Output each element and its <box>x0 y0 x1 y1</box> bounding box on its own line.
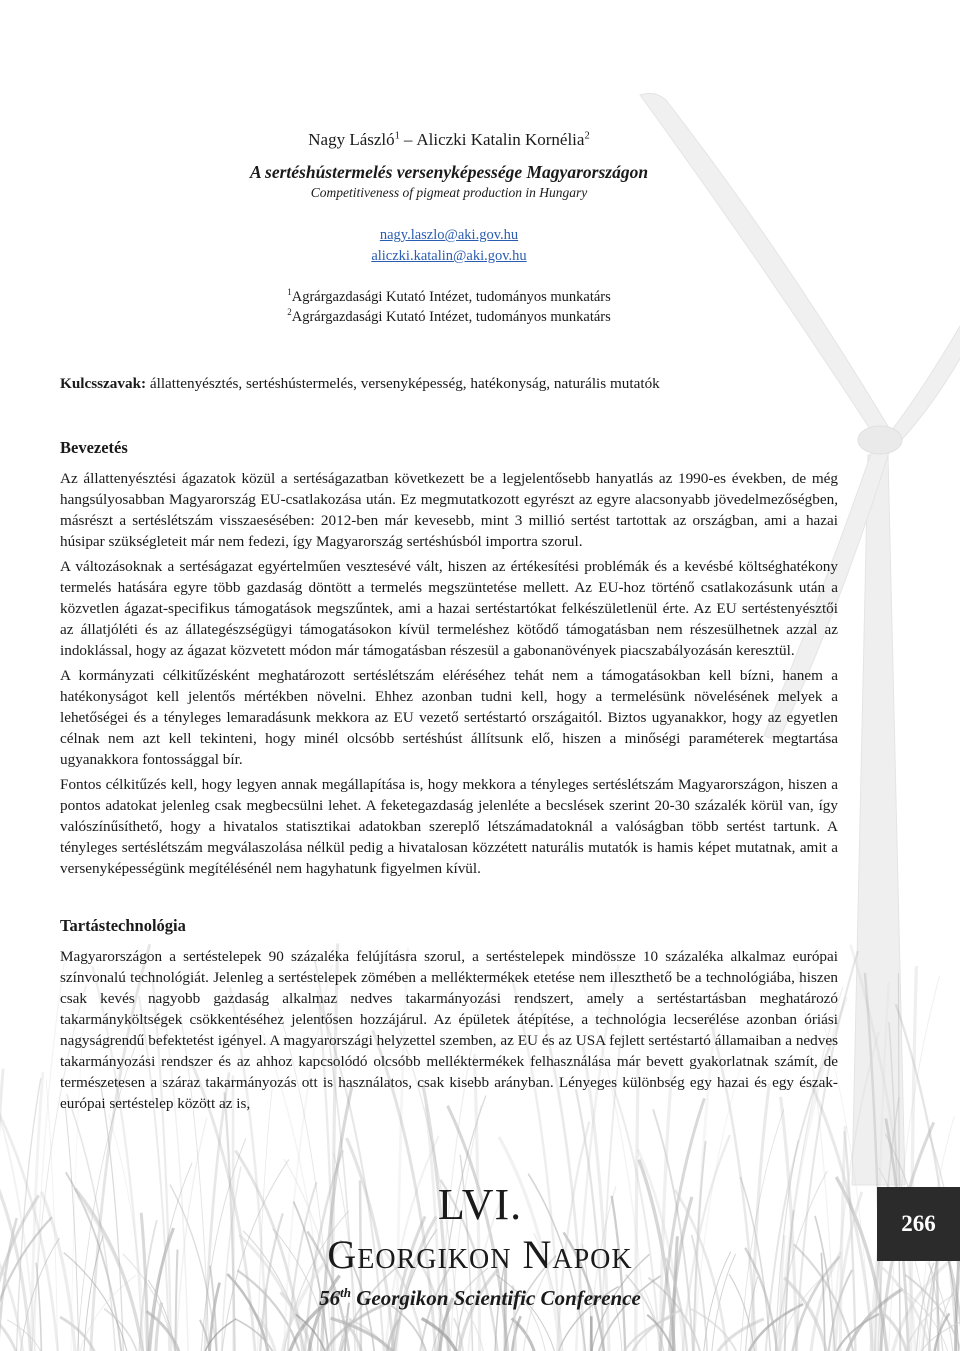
body-paragraph: Fontos célkitűzés kell, hogy legyen annak megállapítása is, hogy mekkora a tényleges sertéslétszám Magyarországon, hiszen a pontos adatokat jelenleg csak megbecsülni lehet. A feketegazdaság jelenléte a becslések szerint 20-30 százalék körül van, így valószínűsíthető, hogy a hivatalos statisztikai adatokban szereplő létszámadatoknál a valóságban több sertést tartunk. A tényleges sertéslétszám megválaszolása nélkül pedig a hivatalosan közzétett naturális mutatók is hamis képet mutatnak, amit a versenyképességünk megítélésénél nem hagyhatunk figyelmen kívül. <box>60 776 838 877</box>
author-affiliation-mark: 2 <box>584 130 590 142</box>
body-paragraph: Az állattenyésztési ágazatok közül a sertéságazatban következett be a legjelentősebb hanyatlás az 1990-es években, de még hangsúlyosabban Magyarország EU-csatlakozása után. Ez megmutatkozott egyrészt az egyre alacsonyabb jövedelmezőségben, másrészt a sertéslétszám visszaesésében: 2012-ben már kevesebb, mint 3 millió sertést tartottak az országban, ami a hazai húsipar szükségleteit már nem fedezi, így Magyarország sertéshúsból importra szorul. <box>60 470 838 550</box>
section-heading-housing-technology: Tartástechnológia <box>60 916 186 935</box>
body-paragraph: A kormányzati célkitűzésként meghatározott sertéslétszám eléréséhez tehát nem a támogatásokban kell bízni, hanem a hatékonyságot kell jelentős mértékben növelni. Ehhez azonban tudni kell, hogy a termelésünk növelésének melyek a lehetőségei és a tényleges lemaradásunk mekkora az EU vezető sertéstartó országaitól. Biztos ugyanakkor, hogy az egyetlen célnak nem azt kell tekinteni, hogy minél olcsóbb sertéshúst állítsunk elő, hiszen a minőségi paraméterek megtartása ugyanakkora fontossággal bír. <box>60 667 838 768</box>
affiliation-text: Agrárgazdasági Kutató Intézet, tudományos munkatárs <box>291 289 611 305</box>
email-line <box>60 246 838 267</box>
conference-name: Georgikon Napok <box>327 1232 633 1277</box>
keywords-text: állattenyésztés, sertéshústermelés, versenyképesség, hatékonyság, naturális mutatók <box>149 375 660 392</box>
turbine-blade-right <box>889 300 960 449</box>
affiliation-text: Agrárgazdasági Kutató Intézet, tudományos munkatárs <box>291 309 611 325</box>
paper-title: A sertéshústermelés versenyképessége Magyarországon <box>249 162 649 182</box>
conference-ordinal-suffix: th <box>340 1285 351 1300</box>
affiliation-mark: 2 <box>287 307 292 318</box>
conference-edition: LVI. <box>437 1180 523 1229</box>
affiliation-mark: 1 <box>287 287 292 298</box>
turbine-hub <box>858 426 902 454</box>
author-name: Nagy László <box>308 130 395 149</box>
body-paragraph: A változásoknak a sertéságazat egyértelműen vesztesévé vált, hiszen az értékesítési problémák és a kevésbé költséghatékony termelés hatására egyre több gazdaság döntött a termelés megszüntetése mellett. Az EU-hoz történő csatlakozásunk után a közvetlen ágazat-specifikus támogatások megszűntek, ami a hazai sertéstartókat felkészületlenül érte. Az EU sertéstenyésztői az állatjóléti és az állategészségügyi támogatásokon kívül termeléshez kötődő támogatásban nem részesülhetnek azzal az indoklással, hogy az ágazat közvetett módon már támogatásban részesül a gabonanövények piacszabályozásán keresztül. <box>60 558 838 659</box>
page-number-box <box>877 1187 960 1261</box>
affiliation <box>60 307 838 327</box>
email-list <box>60 225 838 267</box>
author-affiliation-mark: 1 <box>394 130 400 142</box>
email-link[interactable]: nagy.laszlo@aki.gov.hu <box>379 227 519 243</box>
email-line <box>60 225 838 246</box>
section-heading-introduction: Bevezetés <box>60 438 128 457</box>
conference-ordinal: 56 <box>319 1286 341 1310</box>
body-paragraph: Magyarországon a sertéstelepek 90 százaléka felújításra szorul, a sertéstelepek mindössze 10 százaléka alkalmaz európai színvonalú technológiát. Jelenleg a sertéstelepek zömében a melléktermékek etetése nem illeszthető be a technológiába, hiszen csak kevés nagyobb gazdaság alkalmaz nedves takarmányozási rendszert, amely a sertéstartásban meghatározó takarmányköltségek csökkentéséhez jelentősen hozzájárul. Az épületek átépítése, a technológia lecserélése azonban óriási nagyságrendű befektetést igényel. A magyarországi helyzettel szemben, az EU és az USA fejlett sertéstartó államaiban a nedves takarmányozási rendszer és az ahhoz kapcsolódó olcsóbb melléktermékek felhasználása már bevett gyakorlatnak számít, de természetesen a száraz takarmányozás ott is használatos, csak kisebb arányban. Lényeges különbség egy hazai és egy észak-európai sertéstelep között az is, <box>60 948 838 1112</box>
author-separator: – <box>403 130 413 149</box>
email-link[interactable]: aliczki.katalin@aki.gov.hu <box>371 248 527 264</box>
keywords-label: Kulcsszavak: <box>60 375 147 392</box>
conference-english-name: Georgikon Scientific Conference <box>356 1286 641 1310</box>
turbine-tower <box>852 455 905 1185</box>
author-line <box>60 128 838 152</box>
main-column <box>60 128 838 1114</box>
conference-english-line <box>0 1285 960 1311</box>
keywords <box>60 373 838 394</box>
affiliation-list <box>60 287 838 327</box>
affiliation <box>60 287 838 307</box>
page-number: 266 <box>901 1211 936 1236</box>
author-name: Aliczki Katalin Kornélia <box>416 130 585 149</box>
paper-subtitle-english: Competitiveness of pigmeat production in Hungary <box>310 185 588 200</box>
